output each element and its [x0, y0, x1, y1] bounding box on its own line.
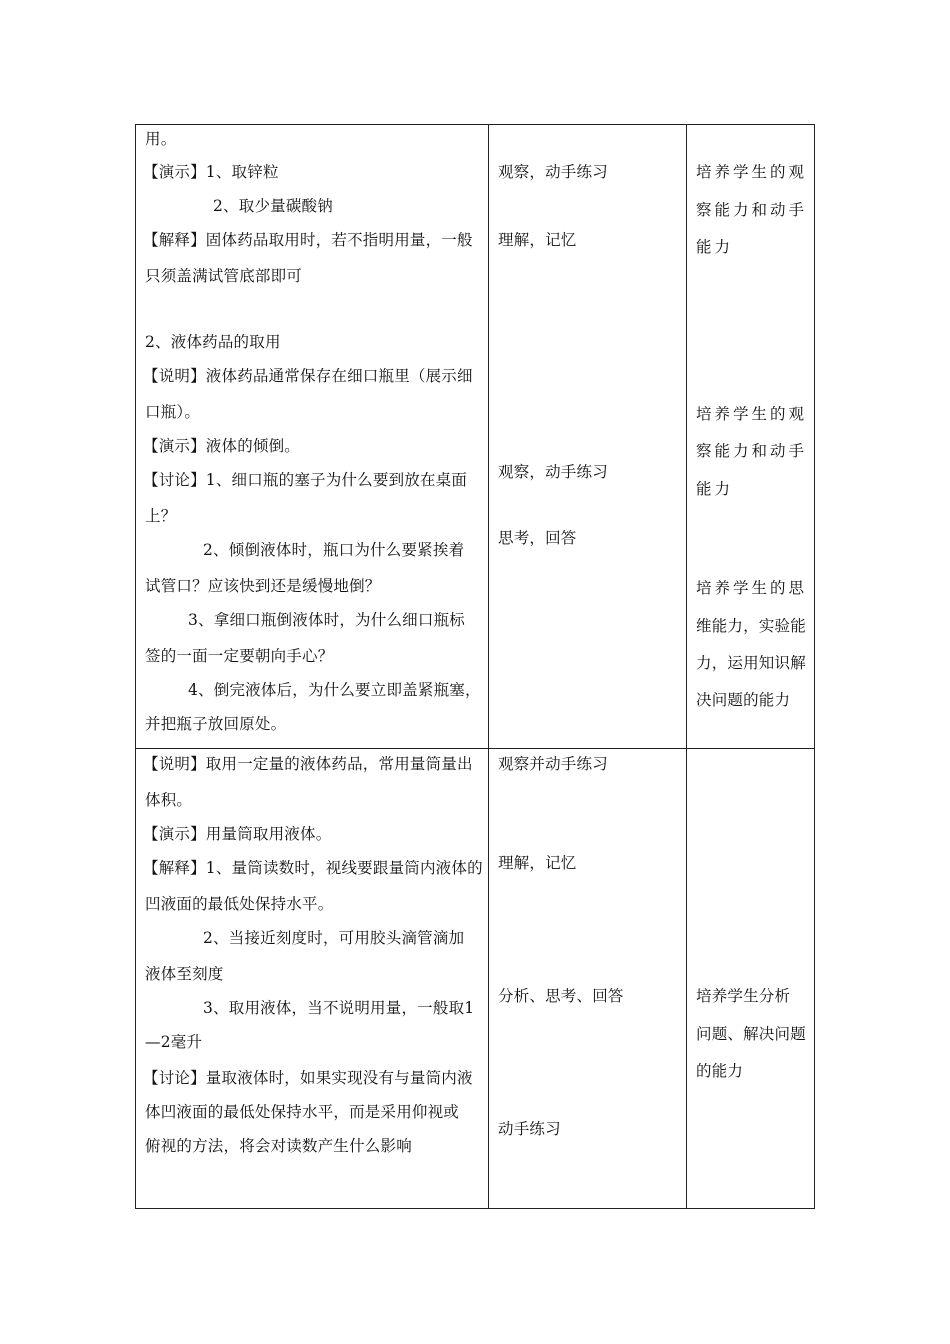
r1-c1-line: 【演示】液体的倾倒。	[143, 437, 301, 455]
r1-c3-line: 培养学生的观	[696, 163, 808, 181]
r1-c3-line: 能力	[696, 238, 734, 256]
r2-c1-line: 3、取用液体，当不说明用量，一般取1	[203, 999, 475, 1017]
row-divider	[136, 748, 814, 749]
r2-c1-line: 2、当接近刻度时，可用胶头滴管滴加	[203, 929, 465, 947]
r1-c1-line: 2、倾倒液体时，瓶口为什么要紧挨着	[203, 541, 465, 559]
r1-c3-line: 察能力和动手	[696, 201, 808, 219]
r1-c1-line: 4、倒完液体后，为什么要立即盖紧瓶塞，	[188, 681, 481, 699]
r2-c1-line: 体积。	[145, 791, 193, 809]
r2-c1-line: 液体至刻度	[145, 965, 224, 983]
r2-c1-line: 【解释】1、量筒读数时，视线要跟量筒内液体的	[143, 859, 483, 877]
r1-c1-line: 试管口？应该快到还是缓慢地倒？	[145, 577, 381, 595]
r1-c2-line: 理解，记忆	[498, 231, 577, 249]
r2-c2-line: 动手练习	[498, 1120, 561, 1138]
r2-c1-line: 【讨论】量取液体时，如果实现没有与量筒内液	[143, 1069, 473, 1087]
r1-c3-line: 能力	[696, 480, 734, 498]
r1-c3-line: 培养学生的观	[696, 405, 808, 423]
r2-c1-line: 【演示】用量筒取用液体。	[143, 825, 332, 843]
r1-c2-line: 观察，动手练习	[498, 163, 608, 181]
r1-c1-line: 2、液体药品的取用	[145, 333, 281, 351]
r2-c3-line: 问题、解决问题	[696, 1025, 806, 1043]
column-divider-2	[686, 125, 687, 1208]
lesson-table	[135, 124, 815, 1209]
r1-c1-line: 只须盖满试管底部即可	[145, 267, 303, 285]
r2-c1-line: 凹液面的最低处保持水平。	[145, 895, 334, 913]
r1-c1-line: 3、拿细口瓶倒液体时，为什么细口瓶标	[188, 611, 465, 629]
r2-c2-line: 理解，记忆	[498, 854, 577, 872]
r1-c1-line: 口瓶）。	[145, 403, 201, 421]
r1-c1-line: 并把瓶子放回原处。	[145, 715, 287, 733]
r1-c1-line: 【说明】液体药品通常保存在细口瓶里（展示细	[143, 367, 473, 385]
r1-c3-line: 维能力，实验能	[696, 617, 806, 635]
r1-c1-line: 【讨论】1、细口瓶的塞子为什么要到放在桌面	[143, 471, 468, 489]
r1-c3-line: 察能力和动手	[696, 442, 808, 460]
r1-c3-line: 培养学生的思	[696, 579, 808, 597]
r1-c1-line: 【解释】固体药品取用时，若不指明用量，一般	[143, 231, 473, 249]
r2-c2-line: 分析、思考、回答	[498, 987, 624, 1005]
r1-c3-line: 决问题的能力	[696, 691, 791, 709]
r1-c1-line: 【演示】1、取锌粒	[143, 163, 279, 181]
r2-c1-line: —2毫升	[145, 1033, 203, 1051]
r2-c1-line: 【说明】取用一定量的液体药品，常用量筒量出	[143, 755, 473, 773]
r2-c3-line: 的能力	[696, 1062, 744, 1080]
r1-c2-line: 思考，回答	[498, 529, 577, 547]
r1-c3-line: 力，运用知识解	[696, 654, 806, 672]
r2-c2-line: 观察并动手练习	[498, 755, 608, 773]
r1-c2-line: 观察，动手练习	[498, 463, 608, 481]
r2-c1-line: 俯视的方法，将会对读数产生什么影响	[145, 1137, 412, 1155]
r2-c3-line: 培养学生分析	[696, 987, 791, 1005]
r1-c1-line: 签的一面一定要朝向手心？	[145, 647, 334, 665]
r1-c1-line: 用。	[145, 130, 177, 148]
r2-c1-line: 体凹液面的最低处保持水平，而是采用仰视或	[145, 1103, 460, 1121]
column-divider-1	[488, 125, 489, 1208]
r1-c1-line: 上？	[145, 507, 177, 525]
r1-c1-line: 2、取少量碳酸钠	[213, 197, 333, 215]
